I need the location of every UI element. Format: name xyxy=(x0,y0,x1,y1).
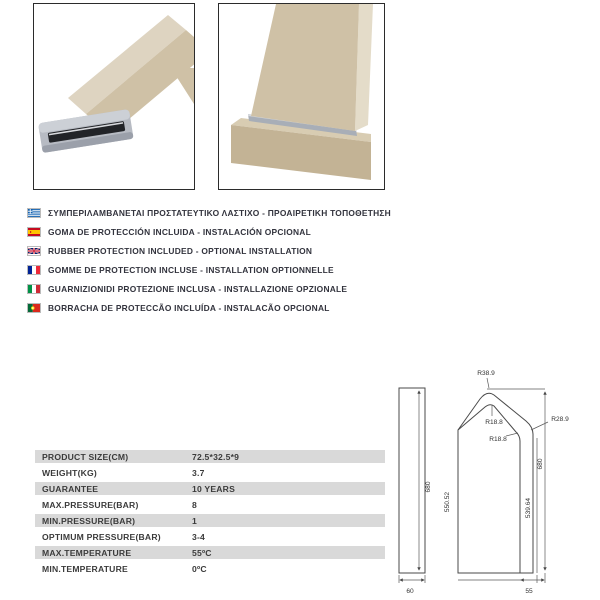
photo-spout-detail xyxy=(33,3,195,190)
spec-label: PRODUCT SIZE(CM) xyxy=(42,451,129,462)
technical-drawing xyxy=(388,352,600,600)
spec-table xyxy=(35,450,385,578)
note-italian xyxy=(27,279,391,298)
radius-right-label: R28.9 xyxy=(551,416,569,423)
base-illustration xyxy=(219,4,384,189)
table-row xyxy=(35,546,385,559)
spec-label: OPTIMUM PRESSURE(BAR) xyxy=(42,531,161,542)
table-row xyxy=(35,562,385,575)
front-right-height-dimension: 680 xyxy=(537,458,544,470)
note-text: GUARNIZIONIDI PROTEZIONE INCLUSA - INSTALLAZIONE OPZIONALE xyxy=(48,283,348,294)
table-row xyxy=(35,514,385,527)
radius-inner-low-label: R18.8 xyxy=(489,436,507,443)
spec-value: 1 xyxy=(192,515,197,526)
table-row xyxy=(35,482,385,495)
table-row xyxy=(35,530,385,543)
side-width-dimension: 60 xyxy=(406,588,414,595)
spec-value: 8 xyxy=(192,499,197,510)
spec-label: MIN.TEMPERATURE xyxy=(42,563,128,574)
spec-label: MAX.PRESSURE(BAR) xyxy=(42,499,139,510)
flag-greece-icon xyxy=(27,208,41,218)
notes-list xyxy=(27,203,391,317)
note-text: ΣΥΜΠΕΡΙΛΑΜΒΑΝΕΤΑΙ ΠΡΟΣΤΑΤΕΥΤΙΚΟ ΛΑΣΤΙΧΟ - ΠΡΟΑΙΡΕΤΙΚΗ ΤΟΠΟΘΕΤΗΣΗ xyxy=(48,207,391,218)
column-front-face xyxy=(251,4,359,131)
side-height-dimension: 680 xyxy=(425,481,432,493)
flag-france-icon xyxy=(27,265,41,275)
flag-united-kingdom-icon xyxy=(27,246,41,256)
front-left-height-dimension: 550.52 xyxy=(444,491,451,513)
note-text: BORRACHA DE PROTECCÃO INCLUÍDA - INSTALACÃO OPCIONAL xyxy=(48,302,330,313)
note-portuguese xyxy=(27,298,391,317)
radius-top-label: R38.9 xyxy=(477,370,495,377)
front-bottom-width-dimension: 55 xyxy=(525,588,533,595)
spec-value: 10 YEARS xyxy=(192,483,235,494)
table-row xyxy=(35,466,385,479)
note-english xyxy=(27,241,391,260)
spec-label: WEIGHT(KG) xyxy=(42,467,97,478)
note-text: GOMA DE PROTECCIÓN INCLUIDA - INSTALACIÓN OPCIONAL xyxy=(48,226,311,237)
table-row xyxy=(35,450,385,463)
spec-value: 3.7 xyxy=(192,467,205,478)
note-greek xyxy=(27,203,391,222)
flag-italy-icon xyxy=(27,284,41,294)
rubber-tip xyxy=(38,109,134,153)
note-french xyxy=(27,260,391,279)
spec-value: 55ºC xyxy=(192,547,212,558)
radius-inner-top-label: R18.8 xyxy=(485,419,503,426)
front-view xyxy=(444,370,569,595)
spec-label: MAX.TEMPERATURE xyxy=(42,547,132,558)
table-row xyxy=(35,498,385,511)
side-view xyxy=(399,388,432,595)
spec-label: GUARANTEE xyxy=(42,483,99,494)
spec-label: MIN.PRESSURE(BAR) xyxy=(42,515,136,526)
photo-base-detail xyxy=(218,3,385,190)
note-spanish xyxy=(27,222,391,241)
note-text: GOMME DE PROTECTION INCLUSE - INSTALLATION OPTIONNELLE xyxy=(48,264,334,275)
spec-value: 72.5*32.5*9 xyxy=(192,451,240,462)
flag-spain-icon xyxy=(27,227,41,237)
spec-value: 0ºC xyxy=(192,563,207,574)
note-text: RUBBER PROTECTION INCLUDED - OPTIONAL INSTALLATION xyxy=(48,245,313,256)
spec-value: 3-4 xyxy=(192,531,206,542)
front-inner-height-dimension: 539.64 xyxy=(525,497,532,519)
spout-illustration xyxy=(34,4,194,189)
flag-portugal-icon xyxy=(27,303,41,313)
